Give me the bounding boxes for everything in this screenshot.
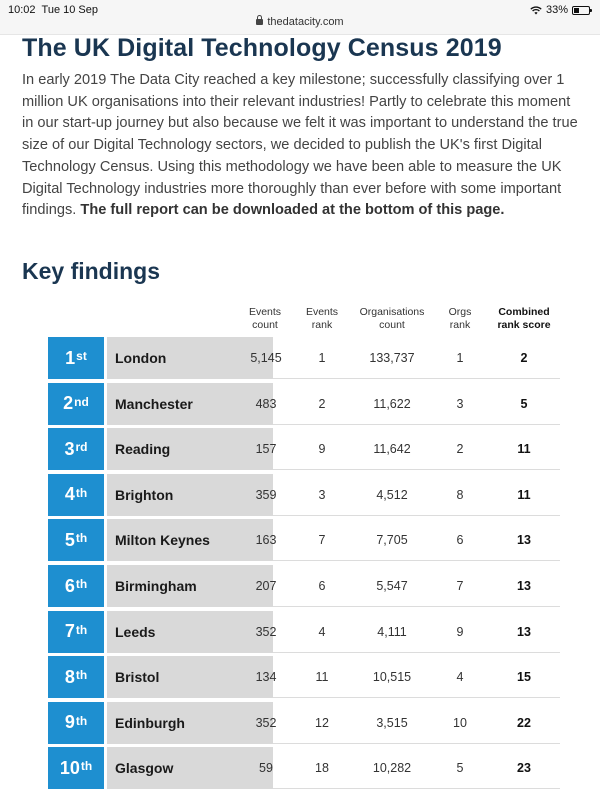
rank-cell (48, 747, 104, 789)
rank-number: 6 (64, 575, 75, 596)
cell-events-rank: 11 (315, 670, 329, 685)
city-name: Reading (107, 428, 273, 470)
cell-combined: 22 (517, 715, 531, 730)
header-orgs-count (352, 306, 432, 332)
status-bar (0, 0, 600, 35)
rank-suffix: th (75, 485, 88, 500)
row-divider (273, 424, 560, 425)
rank-number: 10 (59, 757, 80, 778)
row-divider (273, 378, 560, 379)
cell-events-count: 483 (255, 396, 277, 411)
cell-combined: 15 (517, 670, 531, 685)
city-name: Birmingham (107, 565, 273, 607)
rank-cell (48, 337, 104, 379)
cell-orgs-count: 5,547 (376, 579, 408, 593)
cell-events-count: 352 (255, 624, 277, 639)
city-name: Bristol (107, 656, 273, 698)
cell-orgs-count: 3,515 (376, 715, 408, 730)
city-name: Milton Keynes (107, 519, 273, 561)
header-combined-line1: Combined (498, 306, 550, 318)
cell-events-rank: 12 (315, 715, 329, 730)
table-row (48, 383, 560, 425)
city-name: Edinburgh (107, 702, 273, 744)
rank-suffix: th (75, 668, 88, 683)
rank-cell (48, 519, 104, 561)
rank-suffix: th (75, 713, 88, 728)
cell-events-count: 163 (255, 533, 277, 548)
table-row (48, 474, 560, 516)
status-time (8, 4, 98, 16)
intro-text: In early 2019 The Data City reached a key milestone; successfully classifying over 1 million UK organisations into their relevant industries! Partly to celebrate this moment in our start-up journey but also because we felt it was important to understand the true size of our Digital Technology sectors, we decided to publish the UK's first Digital Technology Census. Using this methodology we have been able to measure the UK Digital Technology industries more thoroughly than ever before with some important findings. (22, 72, 578, 219)
rank-cell (48, 428, 104, 470)
rank-number: 1 (65, 347, 76, 368)
row-divider (273, 697, 560, 698)
battery-icon (572, 6, 590, 15)
cell-combined: 5 (520, 396, 528, 411)
table-row (48, 337, 560, 379)
key-findings-heading: Key findings (22, 258, 161, 284)
city-name: Leeds (107, 611, 273, 653)
battery-fill (574, 8, 579, 13)
header-events-rank (298, 306, 346, 332)
cell-orgs-count: 4,111 (377, 624, 407, 639)
cell-combined: 13 (517, 579, 531, 593)
row-divider (273, 469, 560, 470)
rank-number: 7 (64, 621, 75, 642)
cell-combined: 11 (517, 442, 531, 457)
cell-orgs-count: 11,622 (373, 396, 411, 411)
cell-events-rank: 4 (318, 624, 326, 639)
cell-orgs-rank: 3 (456, 396, 464, 411)
rank-number: 8 (64, 666, 75, 687)
table-row (48, 519, 560, 561)
rank-cell (48, 565, 104, 607)
cell-orgs-count: 11,642 (373, 442, 411, 457)
address-bar[interactable] (0, 16, 600, 28)
cell-orgs-rank: 6 (456, 533, 464, 548)
cell-events-rank: 1 (318, 351, 326, 365)
rank-number: 3 (64, 438, 75, 459)
status-indicators (530, 4, 590, 16)
table-row (48, 565, 560, 607)
row-divider (273, 788, 560, 789)
rank-cell (48, 656, 104, 698)
cell-orgs-rank: 7 (456, 579, 464, 593)
rank-number: 9 (64, 712, 75, 733)
table-row (48, 702, 560, 744)
rank-cell (48, 474, 104, 516)
intro-paragraph (22, 70, 580, 222)
cell-orgs-rank: 1 (456, 351, 464, 365)
battery-percent: 33% (545, 4, 568, 16)
header-events-count-line2: count (252, 319, 278, 331)
header-orgs-count-line1: Organisations (359, 306, 425, 318)
cell-orgs-rank: 2 (456, 442, 464, 457)
cell-combined: 23 (517, 761, 531, 776)
cell-combined: 11 (517, 487, 531, 502)
cell-events-rank: 2 (318, 396, 326, 411)
cell-orgs-rank: 5 (456, 761, 464, 776)
rank-number: 5 (64, 529, 75, 550)
rank-suffix: th (75, 531, 88, 546)
header-events-count-line1: Events (248, 306, 282, 318)
header-events-rank-line2: rank (311, 319, 333, 331)
header-orgs-rank-line1: Orgs (448, 306, 472, 318)
cell-orgs-rank: 8 (456, 487, 464, 502)
rank-number: 4 (64, 484, 75, 505)
header-orgs-rank-line2: rank (449, 319, 471, 331)
row-divider (273, 652, 560, 653)
row-divider (273, 743, 560, 744)
rank-cell (48, 702, 104, 744)
clock-date: Tue 10 Sep (41, 4, 98, 16)
cell-events-rank: 3 (318, 487, 326, 502)
cell-events-count: 207 (255, 579, 277, 593)
rank-suffix: th (75, 577, 88, 591)
cell-events-count: 352 (255, 715, 277, 730)
cell-events-count: 359 (255, 487, 277, 502)
row-divider (273, 560, 560, 561)
rank-suffix: st (76, 349, 87, 363)
wifi-icon (530, 6, 542, 15)
rank-cell (48, 383, 104, 425)
table-row (48, 611, 560, 653)
cell-orgs-count: 4,512 (376, 487, 408, 502)
header-combined (489, 306, 559, 332)
cell-combined: 13 (517, 533, 531, 548)
header-orgs-rank (440, 306, 480, 332)
cell-combined: 2 (520, 351, 528, 365)
cell-events-count: 59 (259, 761, 273, 776)
url-text[interactable]: thedatacity.com (267, 16, 344, 28)
cell-orgs-rank: 9 (456, 624, 464, 639)
cell-events-rank: 7 (318, 533, 326, 548)
cell-events-rank: 18 (315, 761, 329, 776)
cell-events-count: 134 (255, 670, 277, 685)
city-name: London (107, 337, 273, 379)
cell-events-count: 5,145 (250, 351, 282, 365)
cell-events-rank: 6 (318, 579, 326, 593)
lock-icon (256, 19, 263, 25)
cell-orgs-rank: 10 (453, 715, 467, 730)
rank-number: 2 (63, 393, 74, 414)
cell-orgs-rank: 4 (456, 670, 464, 685)
header-events-rank-line1: Events (305, 306, 339, 318)
page-title: The UK Digital Technology Census 2019 (22, 34, 502, 62)
table-row (48, 747, 560, 789)
clock-time: 10:02 (8, 4, 36, 16)
intro-bold-text: The full report can be downloaded at the bottom of this page. (80, 202, 505, 219)
city-name: Brighton (107, 474, 273, 516)
cell-events-count: 157 (255, 442, 277, 457)
row-divider (273, 515, 560, 516)
rank-suffix: th (75, 622, 88, 637)
rank-cell (48, 611, 104, 653)
cell-orgs-count: 7,705 (376, 533, 408, 548)
city-name: Glasgow (107, 747, 273, 789)
table-row (48, 656, 560, 698)
cell-orgs-count: 133,737 (369, 351, 415, 365)
header-events-count (237, 306, 293, 332)
rank-suffix: rd (75, 440, 88, 455)
cell-combined: 13 (517, 624, 531, 639)
cell-events-rank: 9 (318, 442, 326, 457)
city-name: Manchester (107, 383, 273, 425)
row-divider (273, 606, 560, 607)
cell-orgs-count: 10,282 (372, 761, 412, 776)
rank-suffix: nd (74, 394, 89, 409)
header-combined-line2: rank score (497, 319, 551, 331)
cell-orgs-count: 10,515 (372, 670, 412, 685)
rank-suffix: th (80, 759, 93, 774)
header-orgs-count-line2: count (379, 319, 405, 331)
table-row (48, 428, 560, 470)
